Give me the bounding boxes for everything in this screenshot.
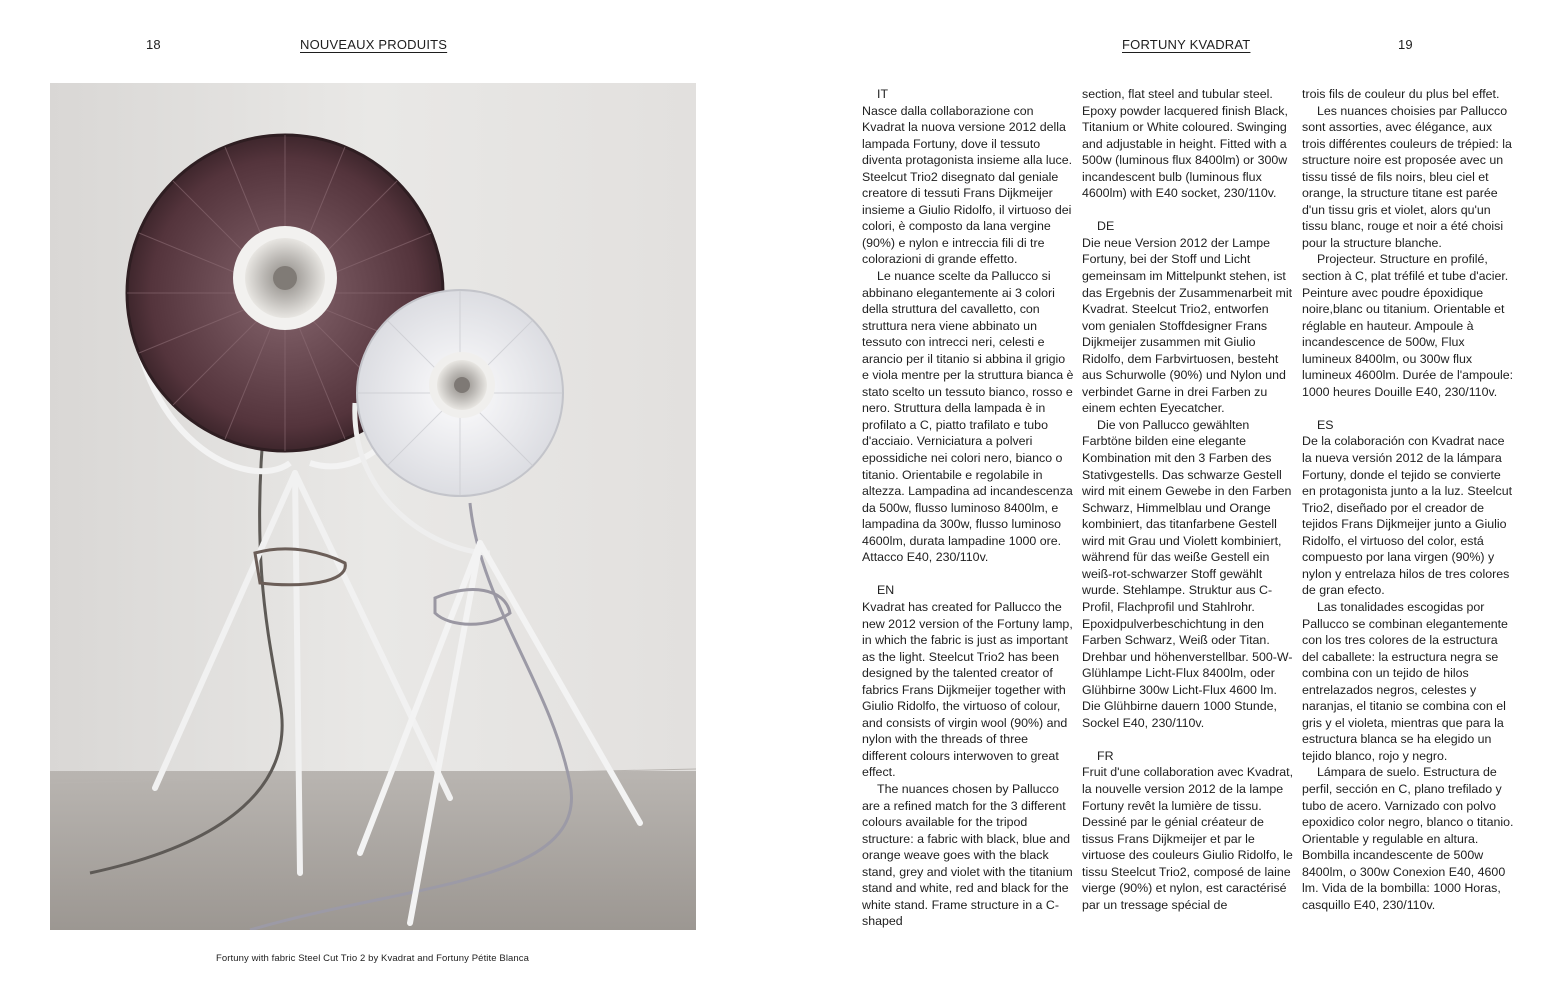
section-title-left: NOUVEAUX PRODUITS: [300, 37, 448, 52]
language-heading-it: IT: [877, 87, 889, 101]
language-heading-fr: FR: [1097, 748, 1114, 763]
paragraph-it-2: Le nuance scelte da Pallucco si abbinano elegantemente ai 3 colori della struttura del cavalletto, con struttura nera viene abbinato un tessuto con intrecci neri, celesti e arancio per il titanio si abbina il grigio e viola mentre per la struttura bianca è stato scelto un tessuto bianco, rosso e nero. Struttura della lampada è in profilato a C, piatto trafilato e tubo d'acciaio. Verniciatura a polveri epossidiche nei colori nero, bianco o titanio. Orientabile e regolabile in altezza. Lampadina ad incandescenza da 500w, flusso luminoso 8400lm, e lampadina da 300w, flusso luminoso 4600lm, durata lampadine 1000 ore. Attacco E40, 230/110v.: [862, 269, 1074, 565]
paragraph-en-2-continued: section, flat steel and tubular steel. Epoxy powder lacquered finish Black, Titanium or White coloured. Swinging and adjustable in height. Fitted with a 500w (luminous flux 8400lm) or 300w incandescent bulb (luminous flux 4600lm) with E40 socket, 230/110v.: [1082, 87, 1288, 201]
product-photo: [50, 83, 696, 930]
language-heading-en: EN: [877, 583, 895, 598]
section-title-right: FORTUNY KVADRAT: [1122, 37, 1251, 52]
paragraph-it-1: Nasce dalla collaborazione con Kvadrat la nuova versione 2012 della lampada Fortuny, dove il tessuto diventa protagonista insieme alla luce. Steelcut Trio2 disegnato dal geniale creatore di tessuti Frans Dijkmeijer insieme a Giulio Ridolfo, il virtuoso dei colori, è composto da lana vergine (90%) e nylon e intreccia fili di tre colorazioni di grande effetto.: [862, 103, 1073, 267]
white-lamp-shade: [357, 290, 563, 496]
paragraph-de-1: Die neue Version 2012 der Lampe Fortuny, bei der Stoff und Licht gemeinsam im Mittelpunkt stehen, ist das Ergebnis der Zusammenarbeit mit Kvadrat. Steelcut Trio2, entworfen vom genialen Stoffdesigner Frans Dijkmeijer zusammen mit Giulio Ridolfo, dem Farbvirtuosen, besteht aus Schurwolle (90%) und Nylon und verbindet Garne in drei Farben zu einem echten Eyecatcher.: [1082, 235, 1293, 416]
language-heading-es: ES: [1317, 417, 1334, 432]
paragraph-en-2: The nuances chosen by Pallucco are a refined match for the 3 different colours available for the tripod structure: a fabric with black, blue and orange weave goes with the black stand, grey and violet with the titanium stand and white, red and black for the white stand. Frame structure in a C-shaped: [862, 781, 1073, 929]
paragraph-es-1: De la colaboración con Kvadrat nace la nueva versión 2012 de la lámpara Fortuny, donde el tejido se convierte en protagonista junto a la luz. Steelcut Trio2, diseñado por el creador de tejidos Frans Dijkmeijer junto a Giulio Ridolfo, el virtuoso del color, está compuesto por lana virgen (90%) y nylon y entrelaza hilos de tres colores de gran efecto.: [1302, 434, 1513, 598]
text-column-1: [862, 86, 1074, 930]
text-column-2: [1082, 86, 1294, 913]
page-number-left: 18: [146, 37, 161, 52]
language-heading-de: DE: [1097, 219, 1115, 234]
paragraph-fr-1: Fruit d'une collaboration avec Kvadrat, la nouvelle version 2012 de la lampe Fortuny revêt la lumière de tissu. Dessiné par le génial créateur de tissus Frans Dijkmeijer et par le virtuose des couleurs Giulio Ridolfo, le tissu Steelcut Trio2, composé de laine vierge (90%) et nylon, est caractérisé par un tressage spécial de: [1082, 765, 1294, 912]
page-number-right: 19: [1398, 37, 1413, 52]
paragraph-fr-3: Projecteur. Structure en profilé, section à C, plat tréfilé et tube d'acier. Peinture avec poudre époxidique noire,blanc ou titanium. Orientable et réglable en hauteur. Ampoule à incandescence de 500w, Flux lumineux 8400lm, ou 300w flux lumineux 4600lm. Durée de l'ampoule: 1000 heures Douille E40, 230/110v.: [1302, 252, 1514, 399]
photo-caption: Fortuny with fabric Steel Cut Trio 2 by Kvadrat and Fortuny Pétite Blanca: [216, 953, 530, 964]
paragraph-es-2: Las tonalidades escogidas por Pallucco se combinan elegantemente con los tres colores de la estructura del caballete: la estructura negra se combina con un tejido de hilos entrelazados negros, celestes y naranjas, el titanio se combina con el gris y el violeta, mientras que para la estructura blanca se ha elegido un tejido blanco, rojo y negro.: [1302, 599, 1508, 763]
paragraph-fr-2: Les nuances choisies par Pallucco sont assorties, avec élégance, aux trois différentes couleurs de trépied: la structure noire est proposée avec un tissu tissé de fils noirs, bleu ciel et orange, la structure titane est parée d'un tissu gris et violet, alors qu'un tissu blanc, rouge et noir a été choisi pour la structure blanche.: [1302, 103, 1512, 250]
floor: [50, 771, 696, 930]
text-column-3: [1302, 86, 1514, 913]
paragraph-fr-1-continued: trois fils de couleur du plus bel effet.: [1302, 87, 1500, 101]
paragraph-en-1: Kvadrat has created for Pallucco the new 2012 version of the Fortuny lamp, in which the fabric is just as important as the light. Steelcut Trio2 has been designed by the talented creator of fabrics Frans Dijkmeijer together with Giulio Ridolfo, the virtuoso of colour, and consists of virgin wool (90%) and nylon with the threads of three different colours interwoven to great effect.: [862, 599, 1073, 780]
paragraph-de-2: Die von Pallucco gewählten Farbtöne bilden eine elegante Kombination mit den 3 Farben des Stativgestells. Das schwarze Gestell wird mit einem Gewebe in den Farben Schwarz, Himmelblau und Orange kombiniert, das titanfarbene Gestell wird mit Grau und Violett kombiniert, während für das weiße Gestell ein weiß-rot-schwarzer Stoff gewählt wurde. Stehlampe. Struktur aus C-Profil, Flachprofil und Stahlrohr. Epoxidpulverbeschichtung in den Farben Schwarz, Weiß oder Titan. Drehbar und höhenverstellbar. 500-W-Glühlampe Licht-Flux 8400lm, oder Glühbirne 300w Licht-Flux 4600 lm. Die Glühbirne dauern 1000 Stunde, Sockel E40, 230/110v.: [1082, 417, 1293, 730]
paragraph-es-3: Lámpara de suelo. Estructura de perfil, sección en C, plano trefilado y tubo de acero. Varnizado con polvo epoxidico color negro, blanco o titanio. Orientable y regulable en altura. Bombilla incandescente de 500w 8400lm, o 300w Conexion E40, 4600 lm. Vida de la bombilla: 1000 Horas, casquillo E40, 230/110v.: [1302, 765, 1514, 912]
